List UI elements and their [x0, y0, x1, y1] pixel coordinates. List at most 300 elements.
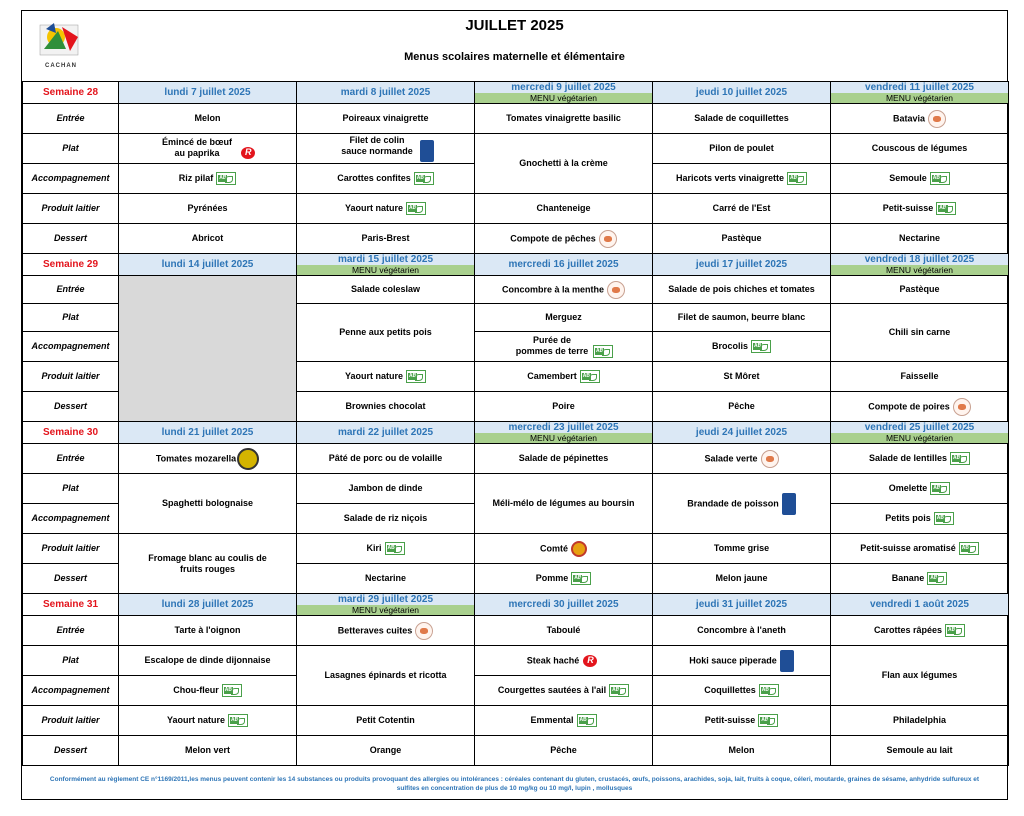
menu-table [22, 81, 1009, 766]
dish: Salade verte [704, 452, 758, 463]
row-label: Produit laitier [23, 194, 119, 224]
dish: Pêche [728, 401, 755, 411]
dish: Concombre à la menthe [501, 283, 605, 294]
menu-cell [831, 276, 1009, 304]
row-label: Plat [23, 646, 119, 676]
menu-cell [475, 276, 653, 304]
day-label: mardi 22 juillet 2025 [337, 427, 434, 438]
menu-cell [297, 276, 475, 304]
row-label: Produit laitier [23, 534, 119, 564]
week-label: Semaine 29 [23, 254, 119, 276]
menu-cell [475, 224, 653, 254]
organic-icon [414, 172, 434, 185]
menu-cell [475, 194, 653, 224]
dish: Paris-Brest [361, 233, 410, 243]
menu-cell [831, 224, 1009, 254]
menu-cell [475, 392, 653, 422]
organic-icon [580, 370, 600, 383]
menu-cell [653, 534, 831, 564]
menu-cell [831, 194, 1009, 224]
day-header [831, 82, 1009, 104]
day-header [653, 254, 831, 276]
organic-icon [758, 714, 778, 727]
day-label: mardi 29 juillet 2025 [337, 594, 434, 605]
dish: Tomates mozarella [155, 452, 237, 463]
week-label: Semaine 30 [23, 422, 119, 444]
menu-cell [297, 194, 475, 224]
dish: Taboulé [546, 625, 581, 635]
day-label: jeudi 17 juillet 2025 [695, 259, 788, 270]
dish: Spaghetti bolognaise [161, 498, 253, 508]
day-label: lundi 28 juillet 2025 [161, 599, 254, 610]
veg-badge: MENU végétarien [831, 265, 1008, 275]
dish: Filet de saumon, beurre blanc [677, 312, 806, 322]
organic-icon [950, 452, 970, 465]
dish: Salade de pépinettes [518, 453, 609, 463]
dish: St Môret [723, 371, 760, 381]
menu-row-entree [23, 616, 1009, 646]
day-label: mercredi 23 juillet 2025 [508, 422, 619, 433]
dish: Penne aux petits pois [339, 327, 432, 337]
week-label: Semaine 31 [23, 594, 119, 616]
row-label: Dessert [23, 736, 119, 766]
menu-cell [653, 616, 831, 646]
dish: Emmental [530, 714, 574, 725]
dish: Salade coleslaw [350, 284, 421, 294]
menu-cell [653, 736, 831, 766]
day-header [119, 594, 297, 616]
menu-cell [831, 104, 1009, 134]
dish: Jambon de dinde [348, 483, 423, 493]
menu-cell [653, 224, 831, 254]
label-rouge-icon [240, 146, 258, 160]
dish: Petit-suisse [704, 714, 756, 725]
menu-cell [297, 134, 475, 164]
dish: Méli-mélo de légumes au boursin [492, 498, 635, 508]
organic-icon [934, 512, 954, 525]
dish: Purée de pommes de terre [515, 334, 589, 356]
menu-cell [475, 676, 653, 706]
page-title: JUILLET 2025 [465, 17, 564, 34]
day-header [831, 254, 1009, 276]
dish: Melon [728, 745, 755, 755]
menu-cell [475, 706, 653, 736]
menu-cell [475, 646, 653, 676]
dish: Semoule au lait [886, 745, 953, 755]
row-label: Accompagnement [23, 164, 119, 194]
menu-cell [831, 564, 1009, 594]
dish: Yaourt nature [344, 370, 403, 381]
dish: Coquillettes [704, 684, 756, 695]
dish: Steak haché [526, 654, 580, 665]
menu-cell [297, 224, 475, 254]
dish: Salade de coquillettes [694, 113, 789, 123]
dish: Nectarine [364, 573, 407, 583]
menu-cell [475, 134, 653, 194]
veg-badge: MENU végétarien [831, 433, 1008, 443]
dish: Brocolis [711, 340, 748, 351]
day-header [297, 594, 475, 616]
menu-cell [831, 392, 1009, 422]
menu-cell [653, 474, 831, 534]
veg-badge: MENU végétarien [297, 265, 474, 275]
msc-fish-icon [782, 493, 796, 515]
dish: Poireaux vinaigrette [342, 113, 429, 123]
row-label: Produit laitier [23, 706, 119, 736]
menu-cell [297, 616, 475, 646]
organic-icon [571, 572, 591, 585]
menu-row-plat [23, 646, 1009, 676]
dish: Gnochetti à la crème [519, 158, 608, 168]
veg-badge: MENU végétarien [475, 433, 652, 443]
french-origin-icon [607, 281, 625, 299]
dish: Flan aux légumes [881, 670, 958, 680]
organic-icon [759, 684, 779, 697]
day-header [475, 422, 653, 444]
dish: Tomates vinaigrette basilic [506, 113, 621, 123]
day-header [297, 254, 475, 276]
day-label: jeudi 31 juillet 2025 [695, 599, 788, 610]
menu-cell [119, 164, 297, 194]
dish: Betteraves cuites [337, 624, 413, 635]
french-origin-icon [761, 450, 779, 468]
allergen-notice-line: sulfites en concentration de plus de 10 mg/kg ou 10 mg/l, lupin , mollusques [396, 785, 633, 792]
day-header [119, 422, 297, 444]
dish: Abricot [191, 233, 224, 243]
menu-cell [119, 676, 297, 706]
day-label: lundi 21 juillet 2025 [161, 427, 254, 438]
menu-cell [297, 392, 475, 422]
organic-icon [385, 542, 405, 555]
organic-icon [406, 202, 426, 215]
day-label: mardi 8 juillet 2025 [340, 87, 431, 98]
menu-cell [653, 276, 831, 304]
dish: Compote de pêches [510, 232, 596, 243]
dish: Petit Cotentin [356, 715, 415, 725]
menu-cell [653, 706, 831, 736]
french-origin-icon [415, 622, 433, 640]
menu-cell [297, 646, 475, 706]
menu-cell [653, 164, 831, 194]
veg-badge: MENU végétarien [297, 605, 474, 615]
dish: Salade de lentilles [868, 452, 948, 463]
row-label: Plat [23, 134, 119, 164]
menu-row-dessert [23, 224, 1009, 254]
menu-cell [653, 194, 831, 224]
day-label: mercredi 16 juillet 2025 [508, 259, 619, 270]
dish: Nectarine [898, 233, 941, 243]
holiday-cell [119, 276, 297, 422]
allergen-notice [22, 775, 1007, 793]
dish: Petit-suisse [882, 202, 934, 213]
day-header [297, 422, 475, 444]
dish: Camembert [527, 370, 577, 381]
week-header-row [23, 254, 1009, 276]
dish: Tomme grise [713, 543, 770, 553]
dish: Melon jaune [715, 573, 768, 583]
dish: Pâté de porc ou de volaille [328, 453, 443, 463]
menu-cell [653, 646, 831, 676]
dish: Pomme [535, 572, 569, 583]
dish: Salade de pois chiches et tomates [668, 284, 815, 294]
dish: Carottes confites [337, 172, 411, 183]
dish: Orange [369, 745, 402, 755]
day-header [831, 594, 1009, 616]
dish: Melon vert [184, 745, 230, 755]
menu-row-entree [23, 104, 1009, 134]
menu-cell [653, 134, 831, 164]
menu-cell [119, 194, 297, 224]
menu-row-dessert [23, 736, 1009, 766]
menu-cell [831, 736, 1009, 766]
day-label: lundi 14 juillet 2025 [161, 259, 254, 270]
row-label: Accompagnement [23, 676, 119, 706]
menu-cell [297, 164, 475, 194]
menu-cell [653, 564, 831, 594]
menu-cell [831, 504, 1009, 534]
organic-icon [927, 572, 947, 585]
row-label: Entrée [23, 276, 119, 304]
menu-cell [119, 474, 297, 534]
french-origin-icon [928, 110, 946, 128]
menu-cell [119, 534, 297, 594]
dish: Chanteneige [536, 203, 591, 213]
dish: Filet de colin sauce normande [341, 134, 413, 156]
french-origin-icon [953, 398, 971, 416]
day-label: lundi 7 juillet 2025 [164, 87, 251, 98]
menu-cell [831, 134, 1009, 164]
organic-icon [959, 542, 979, 555]
menu-cell [831, 706, 1009, 736]
menu-cell [653, 332, 831, 362]
dish: Pastèque [899, 284, 940, 294]
menu-cell [475, 362, 653, 392]
dish: Fromage blanc au coulis de fruits rouges [148, 552, 267, 574]
dish: Omelette [888, 482, 928, 493]
menu-cell [297, 474, 475, 504]
row-label: Plat [23, 304, 119, 332]
dish: Kiri [366, 542, 382, 553]
dish: Yaourt nature [344, 202, 403, 213]
menu-cell [475, 444, 653, 474]
local-label-icon [237, 448, 259, 470]
row-label: Accompagnement [23, 504, 119, 534]
menu-cell [831, 304, 1009, 362]
menu-page [21, 10, 1008, 800]
menu-cell [297, 362, 475, 392]
menu-cell [119, 646, 297, 676]
day-header [831, 422, 1009, 444]
row-label: Dessert [23, 224, 119, 254]
day-header [653, 82, 831, 104]
day-header [475, 254, 653, 276]
day-label: mercredi 9 juillet 2025 [511, 82, 616, 93]
menu-cell [475, 474, 653, 534]
organic-icon [945, 624, 965, 637]
page-subtitle: Menus scolaires maternelle et élémentaire [404, 51, 625, 63]
row-label: Dessert [23, 392, 119, 422]
day-label: vendredi 18 juillet 2025 [864, 254, 975, 265]
organic-icon [577, 714, 597, 727]
menu-cell [653, 676, 831, 706]
day-label: vendredi 11 juillet 2025 [865, 82, 974, 93]
msc-fish-icon [420, 140, 434, 162]
row-label: Entrée [23, 104, 119, 134]
menu-cell [119, 616, 297, 646]
msc-fish-icon [780, 650, 794, 672]
menu-cell [831, 362, 1009, 392]
menu-row-entree [23, 276, 1009, 304]
menu-row-produit-laitier [23, 534, 1009, 564]
menu-cell [297, 304, 475, 362]
day-header [297, 82, 475, 104]
menu-cell [475, 736, 653, 766]
day-header [475, 82, 653, 104]
dish: Banane [891, 572, 925, 583]
veg-badge: MENU végétarien [475, 93, 652, 103]
day-label: vendredi 25 juillet 2025 [864, 422, 975, 433]
menu-cell [297, 504, 475, 534]
day-label: jeudi 10 juillet 2025 [695, 87, 788, 98]
menu-row-produit-laitier [23, 706, 1009, 736]
dish: Compote de poires [868, 400, 950, 411]
menu-cell [475, 332, 653, 362]
menu-cell [297, 534, 475, 564]
menu-cell [831, 616, 1009, 646]
menu-cell [297, 736, 475, 766]
day-label: mercredi 30 juillet 2025 [508, 599, 619, 610]
dish: Semoule [889, 172, 927, 183]
dish: Concombre à l'aneth [697, 625, 786, 635]
menu-cell [119, 134, 297, 164]
menu-cell [653, 104, 831, 134]
menu-cell [297, 444, 475, 474]
dish: Lasagnes épinards et ricotta [324, 670, 447, 680]
menu-row-plat [23, 474, 1009, 504]
organic-icon [930, 482, 950, 495]
menu-cell [831, 474, 1009, 504]
menu-row-entree [23, 444, 1009, 474]
menu-cell [475, 616, 653, 646]
row-label: Entrée [23, 444, 119, 474]
row-label: Dessert [23, 564, 119, 594]
dish: Pastèque [721, 233, 762, 243]
dish: Philadelphia [892, 715, 946, 725]
organic-icon [593, 345, 613, 358]
organic-icon [228, 714, 248, 727]
week-header-row [23, 82, 1009, 104]
dish: Riz pilaf [178, 172, 214, 183]
dish: Yaourt nature [166, 714, 225, 725]
dish: Carottes râpées [873, 624, 943, 635]
dish: Merguez [545, 312, 582, 322]
dish: Chili sin carne [888, 327, 951, 337]
allergen-notice-line: Conformément au règlement CE n°1169/2011,les menus peuvent contenir les 14 substances ou produits provoquant des allergies ou intolérances : céréales contenant du gluten, crustacés, œufs, poissons, arachides, soja, lait, fruits à coque, céleri, moutarde, graines de sésame, anhydride sulfureux et [49, 776, 980, 783]
menu-cell [475, 304, 653, 332]
dish: Pyrénées [187, 203, 228, 213]
dish: Comté [539, 542, 568, 553]
day-header [653, 594, 831, 616]
organic-icon [930, 172, 950, 185]
day-header [653, 422, 831, 444]
dish: Brandade de poisson [687, 497, 779, 508]
week-header-row [23, 594, 1009, 616]
dish: Pêche [550, 745, 577, 755]
dish: Escalope de dinde dijonnaise [144, 655, 271, 665]
day-label: mardi 15 juillet 2025 [337, 254, 434, 265]
menu-cell [297, 706, 475, 736]
dish: Petits pois [885, 512, 931, 523]
organic-icon [936, 202, 956, 215]
dish: Émincé de bœuf au paprika [161, 136, 232, 158]
aop-icon [571, 541, 587, 557]
menu-cell [831, 444, 1009, 474]
dish: Haricots verts vinaigrette [675, 172, 785, 183]
label-rouge-icon [582, 654, 600, 668]
dish: Petit-suisse aromatisé [860, 542, 956, 553]
row-label: Produit laitier [23, 362, 119, 392]
french-origin-icon [599, 230, 617, 248]
dish: Chou-fleur [173, 684, 219, 695]
organic-icon [222, 684, 242, 697]
dish: Brownies chocolat [345, 401, 426, 411]
dish: Carré de l'Est [712, 203, 771, 213]
menu-cell [475, 534, 653, 564]
dish: Pilon de poulet [709, 143, 774, 153]
dish: Tarte à l'oignon [174, 625, 241, 635]
logo-text: CACHAN [45, 63, 77, 69]
day-header [119, 254, 297, 276]
organic-icon [609, 684, 629, 697]
menu-row-produit-laitier [23, 194, 1009, 224]
dish: Hoki sauce piperade [689, 654, 777, 665]
row-label: Accompagnement [23, 332, 119, 362]
day-label: jeudi 24 juillet 2025 [695, 427, 788, 438]
menu-cell [297, 104, 475, 134]
veg-badge: MENU végétarien [831, 93, 1008, 103]
day-header [119, 82, 297, 104]
dish: Batavia [892, 112, 926, 123]
dish: Poire [552, 401, 575, 411]
menu-cell [831, 646, 1009, 706]
organic-icon [787, 172, 807, 185]
menu-cell [297, 564, 475, 594]
dish: Couscous de légumes [871, 143, 968, 153]
menu-cell [119, 224, 297, 254]
dish: Melon [194, 113, 221, 123]
menu-cell [119, 706, 297, 736]
menu-cell [653, 304, 831, 332]
week-header-row [23, 422, 1009, 444]
menu-cell [475, 564, 653, 594]
day-label: vendredi 1 août 2025 [870, 599, 969, 610]
menu-cell [831, 164, 1009, 194]
menu-cell [119, 444, 297, 474]
dish: Salade de riz niçois [343, 513, 428, 523]
menu-cell [119, 736, 297, 766]
organic-icon [751, 340, 771, 353]
menu-row-plat [23, 134, 1009, 164]
organic-icon [406, 370, 426, 383]
dish: Courgettes sautées à l'ail [497, 684, 607, 695]
row-label: Plat [23, 474, 119, 504]
menu-cell [653, 362, 831, 392]
header [22, 11, 1007, 81]
row-label: Entrée [23, 616, 119, 646]
menu-cell [831, 534, 1009, 564]
menu-cell [653, 444, 831, 474]
menu-cell [119, 104, 297, 134]
